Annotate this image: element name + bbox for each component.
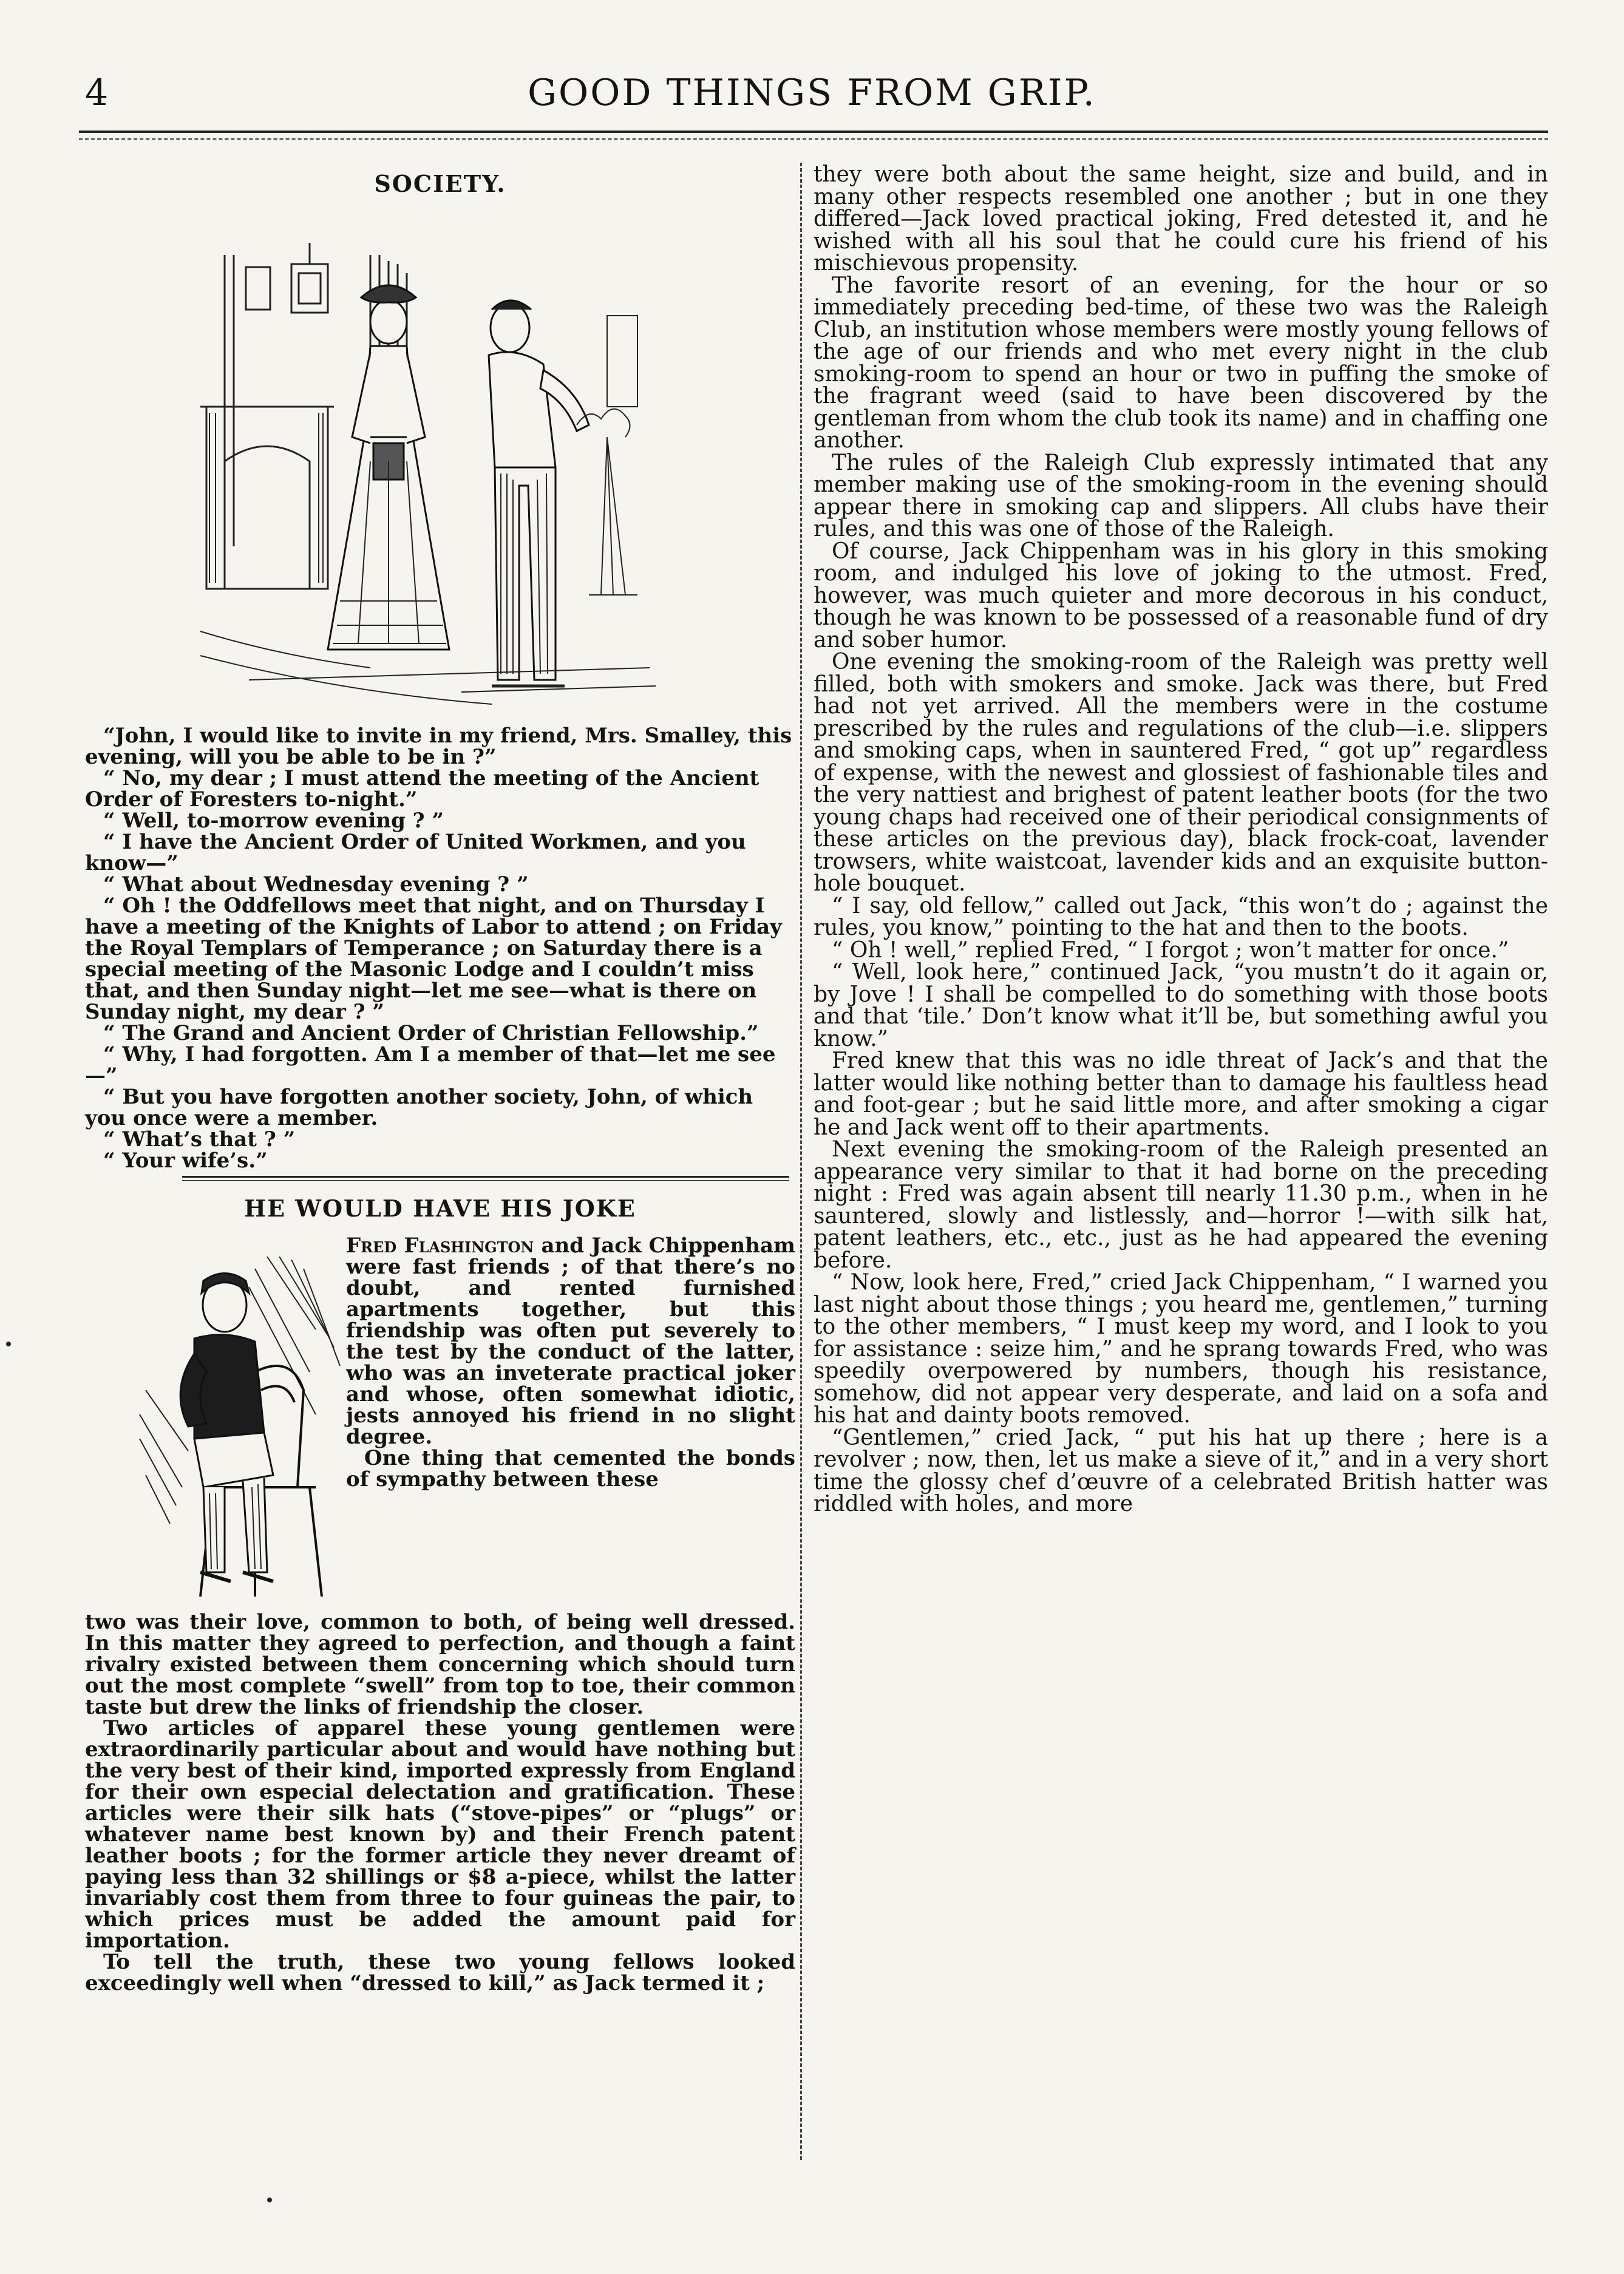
story-paragraph: Of course, Jack Chippenham was in his glory in this smoking room, and indulged his love of joking to the utmost. Fred, however, was much quieter and more decorous in his conduct, though he was known to be possessed of a reasonable fund of dry and sober humor. [814,538,1548,653]
joke-full-text [85,1612,795,1994]
story-paragraph: they were both about the same height, size and build, and in many other respects resembled one another ; but in one they differed—Jack loved practical joking, Fred detested it, and he wished with all his soul that he could cure his friend of his mischievous propensity. [814,162,1548,276]
caption-line: “ The Grand and Ancient Order of Christian Fellowship.” [103,1021,759,1045]
story-paragraph: “Gentlemen,” cried Jack, “ put his hat up there ; here is a revolver ; now, then, let us make a sieve of it,” and in a very short time the glossy chef d’œuvre of a celebrated British hatter was riddled with holes, and more [814,1425,1548,1516]
section-rule-thin [182,1180,789,1181]
column-divider [800,163,802,2160]
caption-line: “ Oh ! the Oddfellows meet that night, and on Thursday I have a meeting of the Knights of Labor to attend ; on Friday the Royal Templars of Temperance ; on Saturday there is a special meeting of the Masonic Lodge and I couldn’t miss that, and then Sunday night—let me see—what is there on Sunday night, my dear ? ” [85,894,782,1024]
caption-line: “ What about Wednesday evening ? ” [103,872,529,897]
print-speck [267,2198,272,2202]
caption-line: “John, I would like to invite in my friend, Mrs. Smalley, this evening, will you be able to be in ?” [85,724,792,769]
caption-line: “ Your wife’s.” [103,1149,268,1173]
story-paragraph: “ Oh ! well,” replied Fred, “ I forgot ; won’t matter for once.” [832,937,1509,963]
joke-lead-names: Fred Flashington [346,1234,534,1258]
caption-line: “ But you have forgotten another society, John, of which you once were a member. [85,1085,753,1130]
joke-paragraph: Fred Flashington and Jack Chippenham were fast friends ; of that there’s no doubt, and rented furnished apartments together, but this friendship was often put severely to the test by the conduct of the latter, who was an inveterate practical joker and whose, often somewhat idiotic, jests annoyed his friend in no slight degree. [346,1234,795,1449]
caption-line: “ Well, to-morrow evening ? ” [103,809,444,833]
story-paragraph: The favorite resort of an evening, for the hour or so immediately preceding bed-time, of these two was the Raleigh Club, an institution whose members were mostly young fellows of the age of our friends and who met every night in the club smoking-room to spend an hour or two in puffing the smoke of the fragrant weed (said to have been discovered by the gentleman from whom the club took its name) and in chaffing one another. [814,273,1548,453]
running-head: GOOD THINGS FROM GRIP. [528,72,1096,114]
joke-paragraph: two was their love, common to both, of being well dressed. In this matter they agreed to perfection, and though a faint rivalry existed between them concerning which should turn out the most complete “swell” from top to toe, their common taste but drew the links of friendship the closer. [85,1610,795,1719]
caption-line: “ No, my dear ; I must attend the meeting of the Ancient Order of Foresters to-night.” [85,766,759,812]
story-paragraph: Fred knew that this was no idle threat of Jack’s and that the latter would like nothing better than to damage his faultless head and foot-gear ; but he said little more, and after smoking a cigar he and Jack went off to their apartments. [814,1048,1548,1140]
header-rule-bottom [79,138,1548,140]
joke-title: HE WOULD HAVE HIS JOKE [244,1195,636,1222]
page-number: 4 [85,72,109,114]
section-rule [182,1176,789,1178]
header-rule-top [79,131,1548,133]
society-caption [85,725,795,1172]
caption-line: “ I have the Ancient Order of United Workmen, and you know—” [85,830,746,875]
joke-wrapped-text [346,1235,795,1490]
joke-illustration [134,1232,352,1609]
society-title: SOCIETY. [374,170,506,197]
story-paragraph: The rules of the Raleigh Club expressly intimated that any member making use of the smoking-room in the evening should appear there in smoking cap and slippers. All clubs have their rules, and this was one of those of the Raleigh. [814,450,1548,541]
society-illustration [188,206,668,716]
story-paragraph: “ I say, old fellow,” called out Jack, “this won’t do ; against the rules, you know,” pointing to the hat and then to the boots. [814,893,1548,940]
story-paragraph: “ Well, look here,” continued Jack, “you mustn’t do it again or, by Jove ! I shall be compelled to do something with those boots and that ‘tile.’ Don’t know what it’ll be, but something awful you know.” [814,960,1548,1051]
story-paragraph: One evening the smoking-room of the Raleigh was pretty well filled, both with smokers and smoke. Jack was there, but Fred had not yet arrived. All the members were in the costume prescribed by the rules and regulations of the club—i.e. slippers and smoking caps, when in sauntered Fred, “ got up” regardless of expense, with the newest and glossiest of fashionable tiles and the very nattiest and brighest of patent leather boots (for the two young chaps had received one of their periodical consignments of these articles on the previous day), black frock-coat, lavender trowsers, white waistcoat, lavender kids and an exquisite button-hole bouquet. [814,650,1548,896]
joke-paragraph: Two articles of apparel these young gentlemen were extraordinarily particular about and would have nothing but the very best of their kind, imported expressly from England for their own especial delectation and gratification. These articles were their silk hats (“stove-pipes” or “plugs” or whatever name best known by) and their French patent leather boots ; for the former article they never dreamt of paying less than 32 shillings or $8 a-piece, whilst the latter invariably cost them from three to four guineas the pair, to which prices must be added the amount paid for importation. [85,1716,795,1953]
right-column-text [814,164,1548,1516]
story-paragraph: “ Now, look here, Fred,” cried Jack Chippenham, “ I warned you last night about those things ; you heard me, gentlemen,” turning to the other members, “ I must keep my word, and I look to you for assistance : seize him,” and he sprang towards Fred, who was speedily overpowered by numbers, though his resistance, somehow, did not appear very desperate, and laid on a sofa and his hat and dainty boots removed. [814,1270,1548,1428]
caption-line: “ Why, I had forgotten. Am I a member of that—let me see—” [85,1042,776,1088]
joke-paragraph: To tell the truth, these two young fellows looked exceedingly well when “dressed to kill,” as Jack termed it ; [85,1950,795,1995]
print-speck [6,1342,11,1346]
caption-line: “ What’s that ? ” [103,1127,296,1152]
joke-paragraph: One thing that cemented the bonds of sympathy between these [346,1446,795,1492]
story-paragraph: Next evening the smoking-room of the Raleigh presented an appearance very similar to that it had borne on the preceding night : Fred was again absent till nearly 11.30 p.m., when in he sauntered, slowly and listlessly, and—horror !—with silk hat, patent leathers, etc., etc., just as he had appeared the evening before. [814,1137,1548,1273]
